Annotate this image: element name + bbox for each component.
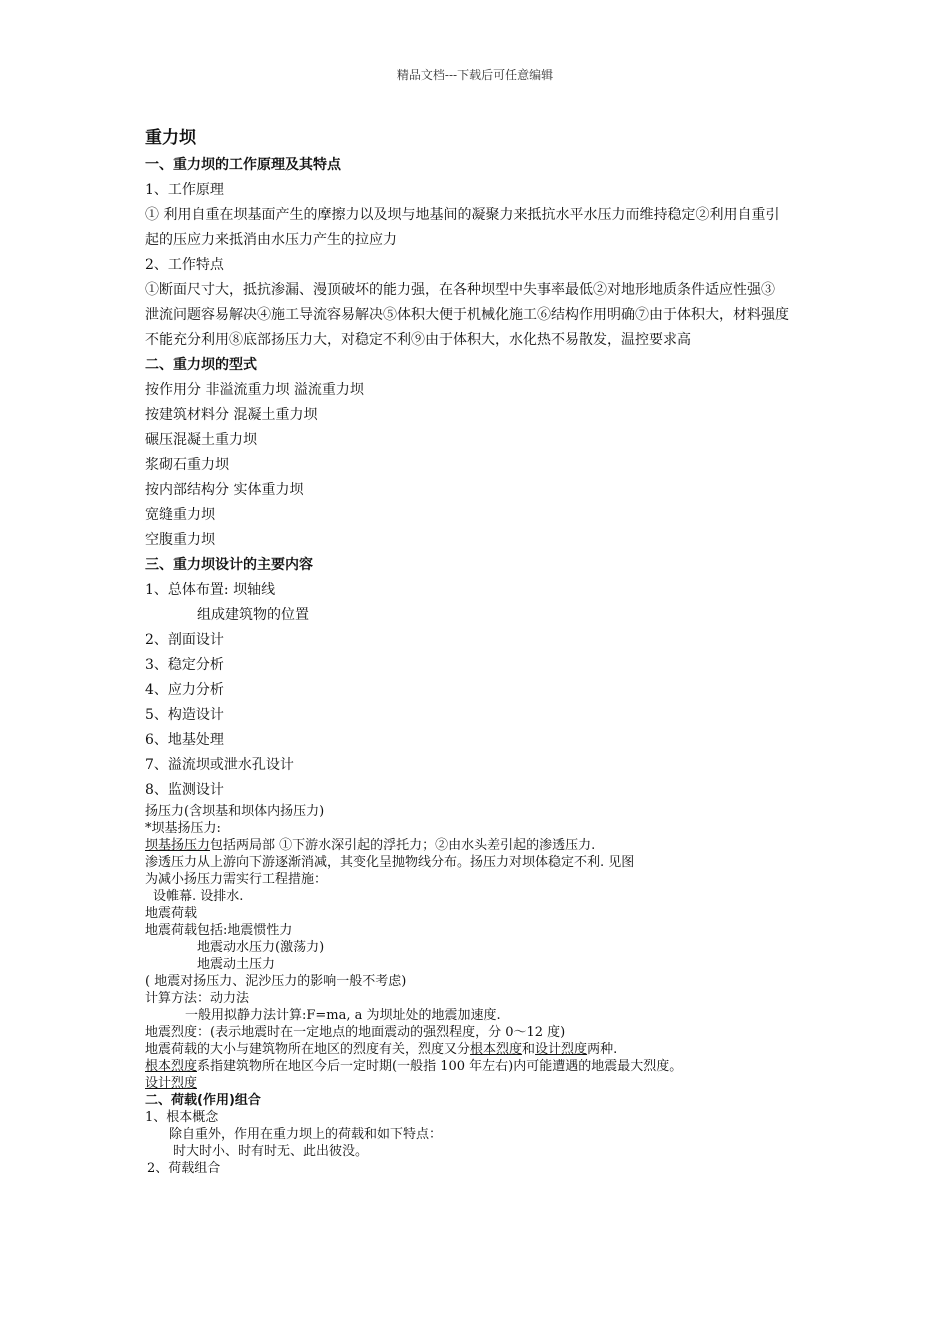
list-item: 按内部结构分 实体重力坝 (145, 482, 304, 498)
text-line: ① 利用自重在坝基面产生的摩擦力以及坝与地基间的凝聚力来抵抗水平水压力而维持稳定②利用自重引 (145, 207, 780, 223)
list-item: 组成建筑物的位置 (197, 607, 309, 623)
list-item: 7、溢流坝或泄水孔设计 (145, 757, 294, 773)
text-line: 一般用拟静力法计算:F=ma, a 为坝址处的地震加速度. (185, 1008, 501, 1023)
list-item: 按作用分 非溢流重力坝 溢流重力坝 (145, 382, 364, 398)
text-line (145, 1041, 825, 1058)
underlined-term: 设计烈度 (535, 1042, 588, 1057)
document-body (145, 127, 825, 1177)
list-item: 碾压混凝土重力坝 (145, 432, 257, 448)
list-item: 按建筑材料分 混凝土重力坝 (145, 407, 318, 423)
section-2-heading: 二、重力坝的型式 (145, 357, 257, 373)
list-item: 3、稳定分析 (145, 657, 224, 673)
text-line: 2、荷载组合 (147, 1161, 221, 1176)
text-line: *坝基扬压力: (145, 821, 221, 836)
text-line: 地震动水压力(激荡力) (197, 940, 325, 955)
list-item: 宽缝重力坝 (145, 507, 215, 523)
text-line: 不能充分利用⑧底部扬压力大，对稳定不利⑨由于体积大，水化热不易散发，温控要求高 (145, 332, 691, 348)
text-line: ( 地震对扬压力、泥沙压力的影响一般不考虑) (145, 974, 407, 989)
text-line: 设帷幕. 设排水. (153, 889, 244, 904)
text-line: 地震烈度：(表示地震时在一定地点的地面震动的强烈程度，分 0～12 度) (145, 1025, 566, 1040)
section-3-heading: 三、重力坝设计的主要内容 (145, 557, 313, 573)
document-title: 重力坝 (145, 128, 196, 148)
text-line (145, 1075, 825, 1092)
list-item: 空腹重力坝 (145, 532, 215, 548)
text-line: 时大时小、时有时无、此出彼没。 (173, 1144, 369, 1159)
text-line (145, 837, 825, 854)
underlined-term: 坝基扬压力 (145, 838, 211, 853)
section-1-heading: 一、重力坝的工作原理及其特点 (145, 157, 341, 173)
text-line: 计算方法：动力法 (145, 991, 250, 1006)
text-line: 扬压力(含坝基和坝体内扬压力) (145, 804, 325, 819)
uplift-and-seismic-notes (145, 803, 825, 1177)
text-span: 两种. (587, 1042, 618, 1057)
underlined-term: 根本烈度 (470, 1042, 523, 1057)
list-item: 8、监测设计 (145, 782, 224, 798)
text-line: 2、工作特点 (145, 257, 224, 273)
list-item: 4、应力分析 (145, 682, 224, 698)
text-line: 地震荷载包括:地震惯性力 (145, 923, 293, 938)
text-line: 地震动土压力 (197, 957, 276, 972)
text-line: ①断面尺寸大，抵抗渗漏、漫顶破坏的能力强，在各种坝型中失事率最低②对地形地质条件适应性强③ (145, 282, 775, 298)
text-line: 泄流问题容易解决④施工导流容易解决⑤体积大便于机械化施工⑥结构作用明确⑦由于体积大，材料强度 (145, 307, 789, 323)
underlined-term: 根本烈度 (145, 1059, 198, 1074)
text-line: 1、工作原理 (145, 182, 224, 198)
text-span: 和 (522, 1042, 536, 1057)
list-item: 5、构造设计 (145, 707, 224, 723)
underlined-term: 设计烈度 (145, 1076, 198, 1091)
text-span: 包括两局部 ①下游水深引起的浮托力；②由水头差引起的渗透压力. (210, 838, 596, 853)
text-span: 地震荷载的大小与建筑物所在地区的烈度有关，烈度又分 (145, 1042, 471, 1057)
text-line: 除自重外，作用在重力坝上的荷载和如下特点： (169, 1127, 443, 1142)
page-header: 精品文档---下载后可任意编辑 (396, 68, 554, 82)
text-line (145, 1058, 825, 1075)
list-item: 1、总体布置: 坝轴线 (145, 582, 276, 598)
list-item: 6、地基处理 (145, 732, 224, 748)
text-line: 渗透压力从上游向下游逐渐消减，其变化呈抛物线分布。扬压力对坝体稳定不利. 见图 (145, 855, 635, 870)
text-line: 1、根本概念 (145, 1110, 219, 1125)
text-line: 地震荷载 (145, 906, 198, 921)
text-span: 系指建筑物所在地区今后一定时期(一般指 100 年左右)内可能遭遇的地震最大烈度。 (197, 1059, 683, 1074)
list-item: 2、剖面设计 (145, 632, 224, 648)
text-line: 为减小扬压力需实行工程措施： (145, 872, 328, 887)
text-line: 起的压应力来抵消由水压力产生的拉应力 (145, 232, 397, 248)
list-item: 浆砌石重力坝 (145, 457, 229, 473)
section-heading: 二、荷载(作用)组合 (145, 1093, 261, 1108)
